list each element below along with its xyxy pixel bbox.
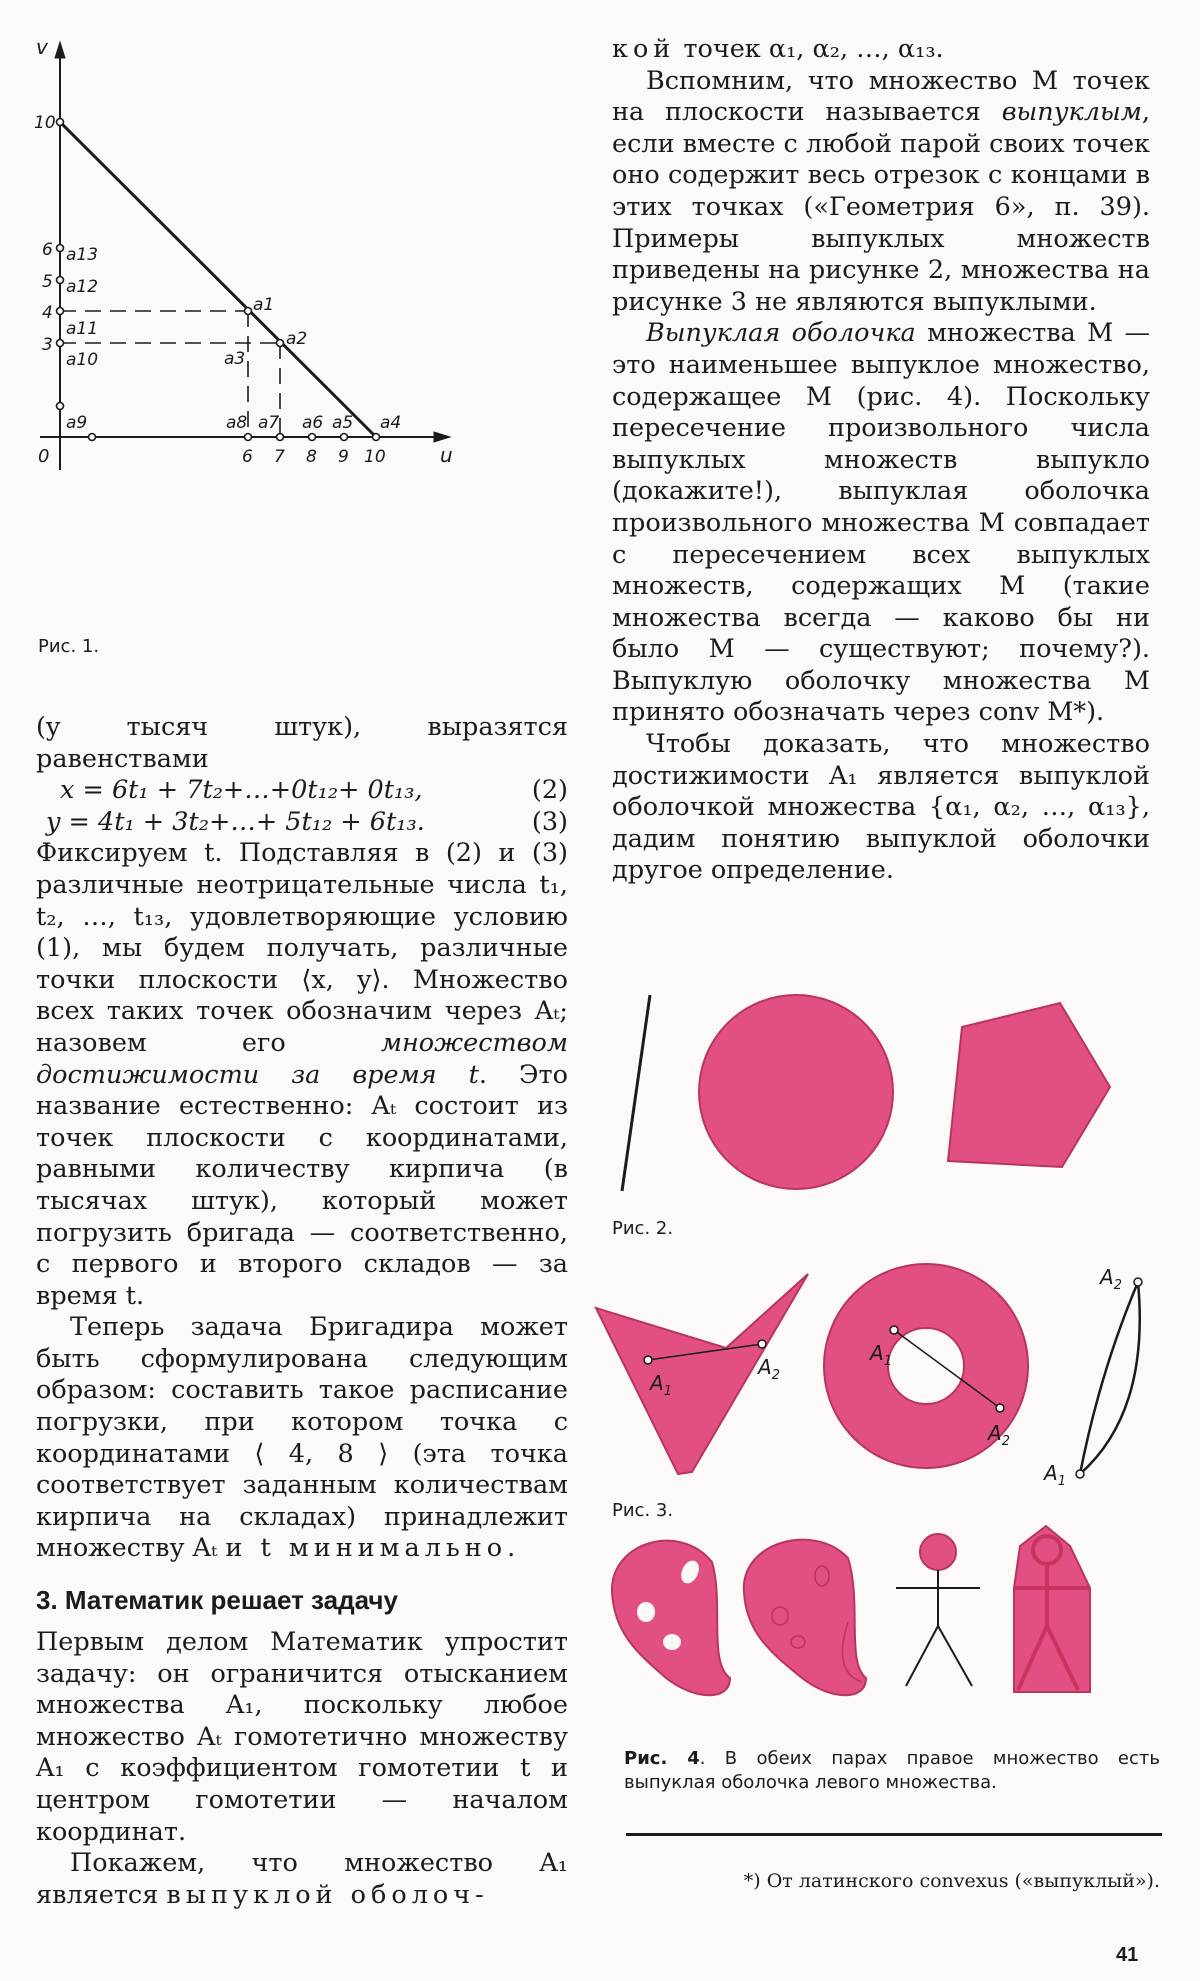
label-a7: a7 <box>258 413 280 433</box>
label-a1: a1 <box>253 295 275 315</box>
label-a5: a5 <box>332 413 354 433</box>
label-a2: a2 <box>286 329 308 349</box>
left-p3: Первым делом Математик упростит задачу: он ограничится отысканием множества A₁, поскольку любое множество Aₜ гомотетично множеству A₁ с коэффициентом гомотетии t и центром гомотетии — началом координат. <box>36 1627 568 1847</box>
right-p1: Вспомним, что множество M точек на плоскости называется выпуклым, если вместе с любой парой своих точек оно содержит весь отрезок с концами в этих точках («Геометрия 6», п. 39). Примеры выпуклых множеств приведены на рисунке 2, множества на рисунке 3 не являются выпуклыми. <box>612 65 1150 317</box>
equation-3: y = 4t₁ + 3t₂+…+ 5t₁₂ + 6t₁₃. (3) <box>46 806 568 837</box>
footnote: *) От латинского convexus («выпуклый»). <box>743 1870 1160 1892</box>
comma-shape-left <box>612 1541 730 1696</box>
figure-1-graph <box>20 30 460 490</box>
tick-y-6: 6 <box>42 240 53 260</box>
svg-text:A1: $A_1$ <box>650 1371 672 1399</box>
origin-label: 0 <box>38 446 50 467</box>
right-p2: Выпуклая оболочка множества M — это наименьшее выпуклое множество, содержащее M (рис. 4). Поскольку пересечение произвольного числа выпуклых множеств выпукло (докажите!), выпуклая оболочка произвольного множества M совпадает с пересечением всех выпуклых множеств, содержащих M (такие множества всегда — каково бы ни было M — существуют; почему?). Выпуклую оболочку множества M принято обозначать через conv M*). <box>612 318 1151 728</box>
right-p0: кой точек α₁, α₂, …, α₁₃. <box>612 34 944 64</box>
tick-x-6: 6 <box>242 447 253 467</box>
segment-shape <box>622 995 650 1191</box>
axis-u-label: u <box>440 443 453 467</box>
disk-shape <box>699 995 893 1189</box>
svg-text:A1: $A_1$ <box>1044 1461 1066 1489</box>
label-a4: a4 <box>380 413 402 433</box>
equation-2: x = 6t₁ + 7t₂+…+0t₁₂+ 0t₁₃, (2) <box>60 775 568 806</box>
fig1-caption: Рис. 1. <box>38 636 100 657</box>
left-p0: (y тысяч штук), выразятся равенствами <box>36 712 568 774</box>
tick-y-5: 5 <box>42 272 53 292</box>
tick-x-9: 9 <box>338 447 349 467</box>
u-axis-arrow <box>434 432 450 442</box>
right-column <box>612 34 1150 887</box>
figure-3-nonconvex-sets <box>590 1262 1160 1492</box>
label-a3: a3 <box>224 349 246 369</box>
tick-y-4: 4 <box>42 303 53 323</box>
label-a13: a13 <box>66 245 99 265</box>
label-a12: a12 <box>66 277 99 297</box>
figure-2-convex-sets <box>600 985 1160 1215</box>
tick-x-8: 8 <box>306 447 317 467</box>
tick-y-10: 10 <box>34 113 56 133</box>
page-number: 41 <box>1116 1944 1139 1966</box>
label-a11: a11 <box>66 319 99 339</box>
label-a10: a10 <box>66 350 99 370</box>
left-p4: Покажем, что множество A₁ является выпуклой оболоч- <box>36 1848 568 1910</box>
stick-figure <box>896 1534 980 1686</box>
fig3-caption: Рис. 3. <box>612 1500 674 1521</box>
left-column <box>36 712 568 1911</box>
section-heading: 3. Математик решает задачу <box>36 1585 398 1616</box>
svg-text:A1: $A_1$ <box>870 1341 892 1369</box>
left-p2: Теперь задача Бригадира может быть сформулирована следующим образом: составить такое расписание погрузки, при котором точка с координатами ⟨ 4, 8 ⟩ (эта точка соответствует заданным количествам кирпича на складах) принадлежит множеству Aₜ и t минимально. <box>36 1312 568 1564</box>
figure-4-convex-hulls <box>600 1522 1160 1722</box>
footnote-rule <box>626 1833 1162 1836</box>
svg-text:A2: $A_2$ <box>988 1421 1010 1449</box>
tick-x-10: 10 <box>364 447 386 467</box>
label-a6: a6 <box>302 413 324 433</box>
label-a8: a8 <box>226 413 248 433</box>
lens-shape <box>1080 1282 1140 1474</box>
right-p3: Чтобы доказать, что множество достижимости A₁ является выпуклой оболочкой множества {α₁, α₂, …, α₁₃}, дадим понятию выпуклой оболочки другое определение. <box>612 729 1150 886</box>
label-a9: a9 <box>66 413 88 433</box>
axis-v-label: v <box>36 35 48 59</box>
v-axis-arrow <box>55 42 65 58</box>
fig4-caption: Рис. 4. В обеих парах правое множество есть выпуклая оболочка левого множества. <box>624 1748 1160 1793</box>
pentagon-shape <box>948 1003 1110 1167</box>
left-p1: Фиксируем t. Подставляя в (2) и (3) различные неотрицательные числа t₁, t₂, …, t₁₃, удовлетворяющие условию (1), мы будем получать, различные точки плоскости ⟨x, y⟩. Множество всех таких точек обозначим через Aₜ; назовем его множеством достижимости за время t. Это название естественно: Aₜ состоит из точек плоскости с координатами, равными количеству кирпича (в тысячах штук), который может погрузить бригада — соответственно, с первого и второго складов — за время t. <box>36 838 568 1311</box>
svg-text:A2: $A_2$ <box>758 1355 780 1383</box>
svg-text:A2: $A_2$ <box>1100 1265 1122 1293</box>
tick-x-7: 7 <box>274 447 285 467</box>
hull-of-stick-figure <box>1014 1526 1090 1692</box>
fig2-caption: Рис. 2. <box>612 1218 674 1239</box>
hull-edge <box>60 122 376 437</box>
tick-y-3: 3 <box>42 335 53 355</box>
